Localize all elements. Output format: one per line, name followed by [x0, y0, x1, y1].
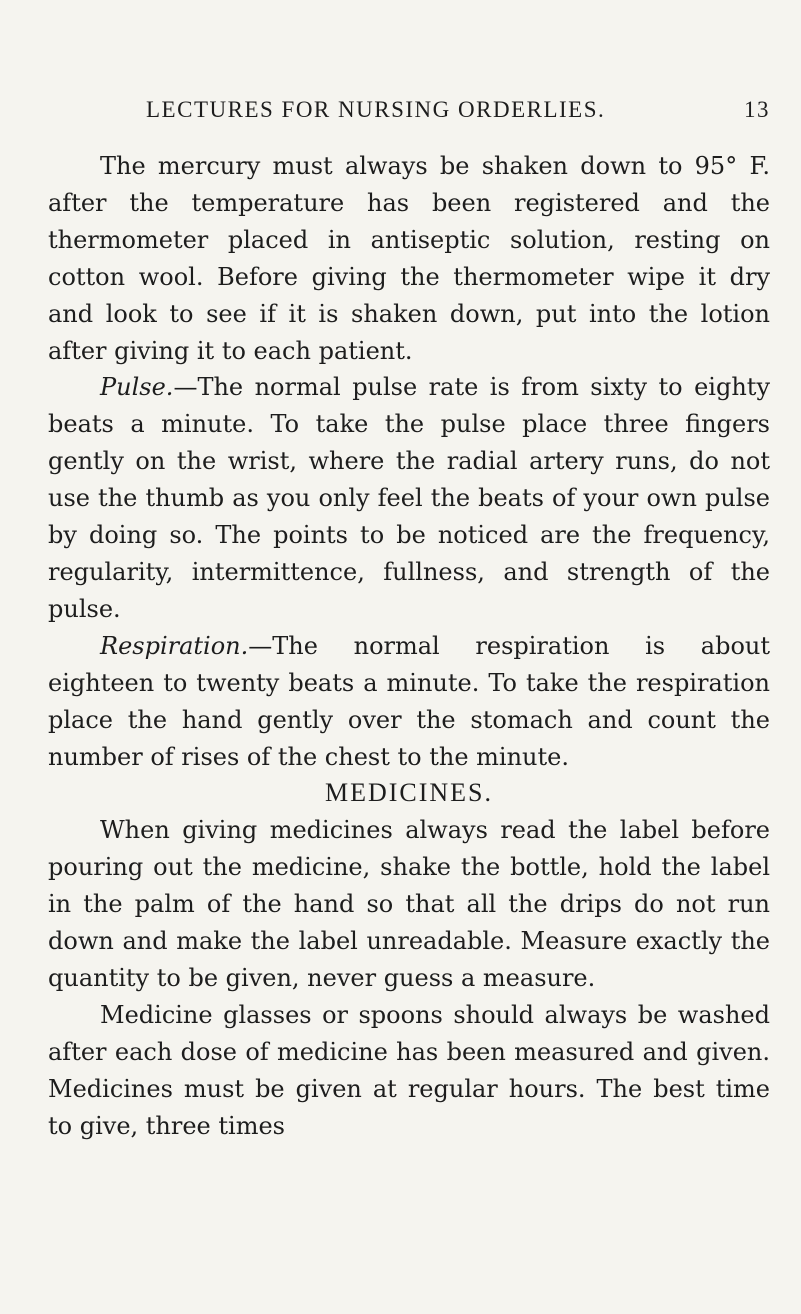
paragraph-text: —The normal pulse rate is from sixty to eighty beats a minute. To take the pulse place three fingers gently on the wrist, where the radial artery runs, do not use the thumb as you only feel the beats of your own pulse by doing so. The points to be noticed are the frequency, regularity, intermittence, fullness, and strength of the pulse.	[48, 373, 770, 623]
paragraph-pulse	[48, 369, 770, 627]
page-header	[110, 97, 770, 137]
paragraph-text: —The normal respiration is about eighteen to twenty beats a minute. To take the respiration place the hand gently over the stomach and count the number of rises of the chest to the minute.	[48, 631, 770, 771]
running-title: LECTURES FOR NURSING ORDERLIES.	[146, 97, 606, 122]
page-number: 13	[744, 97, 770, 122]
paragraph-text: Medicine glasses or spoons should always be washed after each dose of medicine has been measured and given. Medicines must be given at regular hours. The best time to give, three times	[48, 1000, 770, 1140]
paragraph-text: When giving medicines always read the label before pouring out the medicine, shake the bottle, hold the label in the palm of the hand so that all the drips do not run down and make the label unreadable. Measure exactly the quantity to be given, never guess a measure.	[48, 816, 770, 992]
paragraph-medicines-label	[48, 812, 770, 997]
section-heading-medicines: MEDICINES.	[324, 778, 494, 808]
page-body	[48, 148, 770, 1144]
paragraph-thermometer	[48, 148, 770, 369]
paragraph-respiration	[48, 628, 770, 776]
paragraph-medicine-glasses	[48, 997, 770, 1145]
paragraph-lead-respiration: Respiration.	[100, 631, 249, 660]
paragraph-lead-pulse: Pulse.	[100, 373, 174, 402]
paragraph-text: The mercury must always be shaken down to 95° F. after the temperature has been registered and the thermometer placed in antiseptic solution, resting on cotton wool. Before giving the thermometer wipe it dry and look to see if it is shaken down, put into the lotion after giving it to each patient.	[48, 152, 770, 365]
